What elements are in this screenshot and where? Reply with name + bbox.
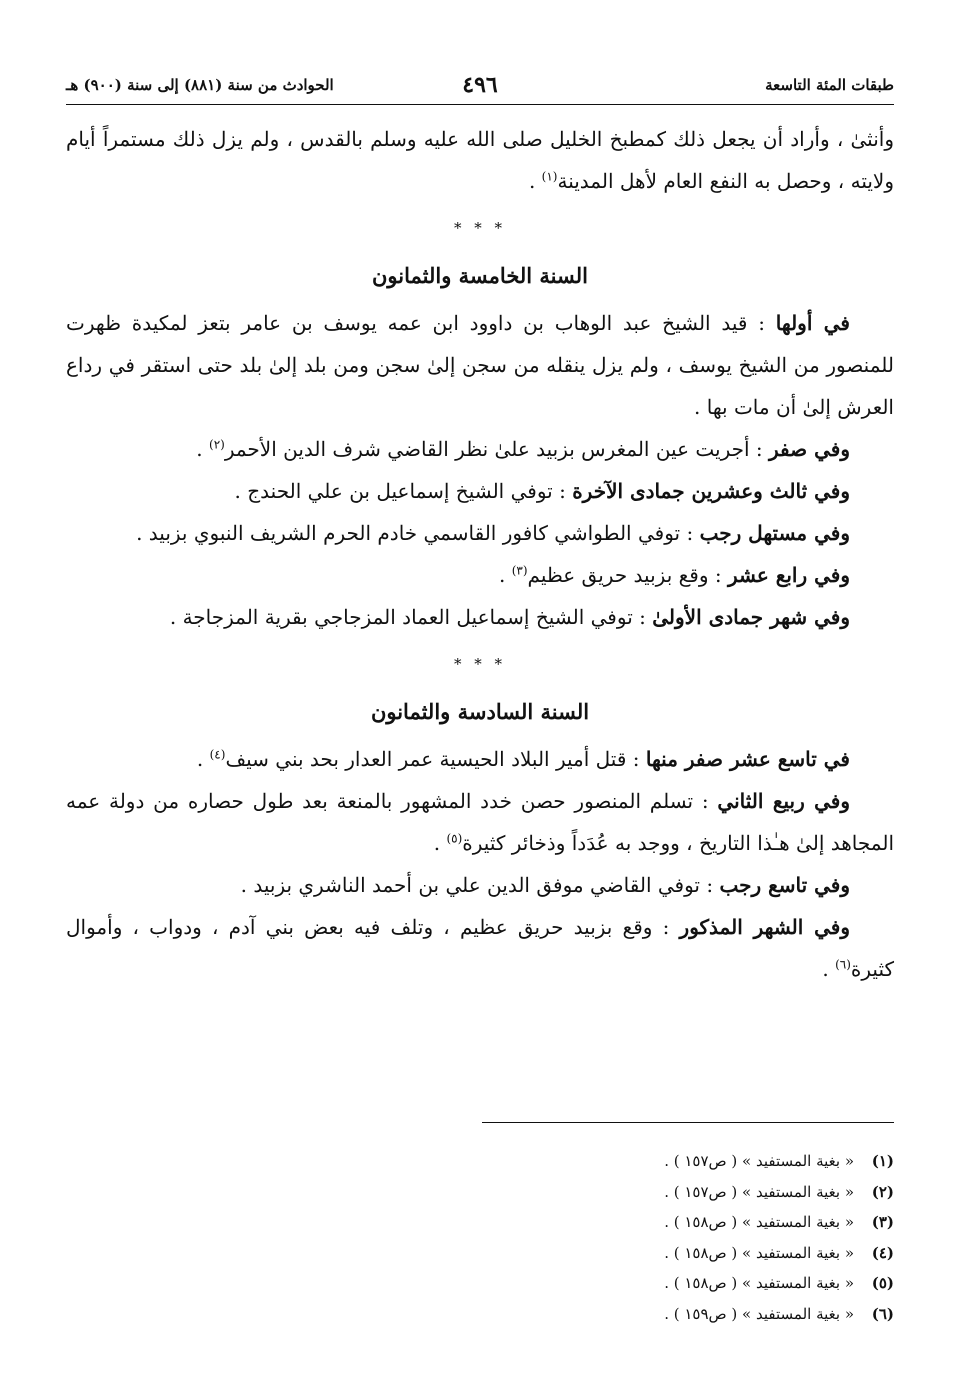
event-text: : تسلم المنصور حصن خدد المشهور بالمنعة بعد طول حصاره من دولة عمه المجاهد إلىٰ هـٰذا التاريخ ، ووجد به عُدَداً وذخائر كثيرة bbox=[66, 789, 894, 855]
event-lead: وفي ربيع الثاني bbox=[717, 789, 850, 813]
section-range: الحوادث من سنة (٨٨١) إلى سنة (٩٠٠) هـ bbox=[66, 76, 334, 94]
event-lead: وفي شهر جمادى الأولىٰ bbox=[652, 605, 850, 629]
event-text: : قيد الشيخ عبد الوهاب بن داوود ابن عمه يوسف بن عامر بتعز لمكيدة ظهرت للمنصور من الشيخ يوسف ، ولم يزل ينقله من سجن إلىٰ سجن ومن بلد إلىٰ بلد حتى استقر في رداع العرش إلىٰ أن مات بها . bbox=[66, 311, 894, 419]
footnote-item bbox=[474, 1299, 894, 1330]
event-lead: وفي صفر bbox=[769, 437, 850, 461]
event-text: : أجريت عين المغرس بزبيد علىٰ نظر القاضي شرف الدين الأحمر bbox=[224, 437, 769, 461]
footnote-text: « بغية المستفيد » ( ص١٥٧ ) . bbox=[664, 1152, 854, 1170]
footnotes-list bbox=[474, 1146, 894, 1329]
footnote-item bbox=[474, 1177, 894, 1208]
footnote-text: « بغية المستفيد » ( ص١٥٨ ) . bbox=[664, 1243, 854, 1262]
event-paragraph bbox=[66, 780, 894, 864]
event-paragraph bbox=[66, 596, 894, 638]
event-paragraph bbox=[66, 864, 894, 906]
footnote-ref-2: (٢) bbox=[209, 437, 225, 452]
footnote-item bbox=[474, 1268, 894, 1299]
event-paragraph bbox=[66, 554, 894, 596]
opening-text: وأنثىٰ ، وأراد أن يجعل ذلك كمطبخ الخليل صلى الله عليه وسلم بالقدس ، ولم يزل ذلك مستمراً أيام ولايته ، وحصل به النفع العام لأهل المدينة bbox=[66, 127, 894, 193]
footnote-text: « بغية المستفيد » ( ص١٥٩ ) . bbox=[664, 1304, 854, 1323]
event-lead: في أولها bbox=[775, 311, 850, 335]
section-title-year-85: السنة الخامسة والثمانون bbox=[372, 263, 588, 288]
footnote-number: (٤) bbox=[871, 1243, 894, 1262]
footnote-item bbox=[474, 1207, 894, 1238]
footnote-number: (٢) bbox=[871, 1182, 894, 1201]
footnote-divider bbox=[482, 1122, 894, 1123]
event-end: . bbox=[822, 957, 836, 981]
footnote-ref-4: (٤) bbox=[209, 747, 226, 762]
event-lead: وفي تاسع رجب bbox=[719, 873, 850, 897]
event-paragraph bbox=[66, 512, 894, 554]
footnote-text: « بغية المستفيد » ( ص١٥٨ ) . bbox=[664, 1213, 854, 1231]
footnote-item bbox=[474, 1146, 894, 1177]
header-divider bbox=[66, 104, 894, 105]
section-separator: * * * bbox=[453, 655, 507, 673]
event-end: . bbox=[498, 563, 512, 587]
section-separator: * * * bbox=[453, 219, 507, 237]
footnote-text: « بغية المستفيد » ( ص١٥٧ ) . bbox=[664, 1182, 854, 1201]
footnote-ref-1: (١) bbox=[541, 169, 558, 184]
event-text: : وقع بزبيد حريق عظيم ، وتلف فيه بعض بني آدم ، ودواب ، وأموال كثيرة bbox=[66, 915, 894, 981]
event-text: : وقع بزبيد حريق عظيم bbox=[527, 563, 728, 587]
book-title: طبقات المئة التاسعة bbox=[765, 76, 894, 94]
footnote-ref-6: (٦) bbox=[835, 957, 851, 972]
event-lead: وفي الشهر المذكور bbox=[679, 915, 850, 939]
event-paragraph bbox=[66, 428, 894, 470]
page-number: ٤٩٦ bbox=[462, 72, 498, 98]
event-paragraph bbox=[66, 470, 894, 512]
footnote-ref-5: (٥) bbox=[446, 831, 463, 846]
event-lead: وفي ثالث وعشرين جمادى الآخرة bbox=[572, 479, 850, 503]
event-paragraph bbox=[66, 302, 894, 428]
event-end: . bbox=[433, 831, 447, 855]
footnote-item bbox=[474, 1238, 894, 1269]
event-text: : قتل أمير البلاد الحيسية عمر العدار بحد بني سيف bbox=[225, 747, 646, 771]
event-lead: في تاسع عشر صفر منها bbox=[645, 747, 850, 771]
footnote-number: (٦) bbox=[871, 1304, 894, 1323]
running-header bbox=[66, 72, 894, 102]
event-text: : توفي الطواشي كافور القاسمي خادم الحرم الشريف النبوي بزبيد . bbox=[136, 521, 700, 545]
opening-end: . bbox=[528, 169, 542, 193]
event-lead: وفي مستهل رجب bbox=[699, 521, 850, 545]
event-text: : توفي الشيخ إسماعيل العماد المزجاجي بقرية المزجاجة . bbox=[169, 605, 653, 629]
footnote-text: « بغية المستفيد » ( ص١٥٨ ) . bbox=[664, 1274, 854, 1292]
main-text bbox=[66, 118, 894, 990]
event-lead: وفي رابع عشر bbox=[727, 563, 850, 587]
event-end: . bbox=[196, 437, 209, 461]
opening-paragraph bbox=[66, 118, 894, 202]
footnote-ref-3: (٣) bbox=[511, 563, 528, 578]
event-text: : توفي الشيخ إسماعيل بن علي الحندج . bbox=[234, 479, 573, 503]
event-end: . bbox=[196, 747, 210, 771]
footnote-number: (٣) bbox=[871, 1213, 894, 1231]
section-title-year-86: السنة السادسة والثمانون bbox=[370, 699, 590, 724]
event-text: : توفي القاضي موفق الدين علي بن أحمد الناشري بزبيد . bbox=[240, 873, 720, 897]
event-paragraph bbox=[66, 738, 894, 780]
footnote-number: (١) bbox=[871, 1152, 894, 1170]
event-paragraph bbox=[66, 906, 894, 990]
footnote-number: (٥) bbox=[871, 1274, 894, 1292]
